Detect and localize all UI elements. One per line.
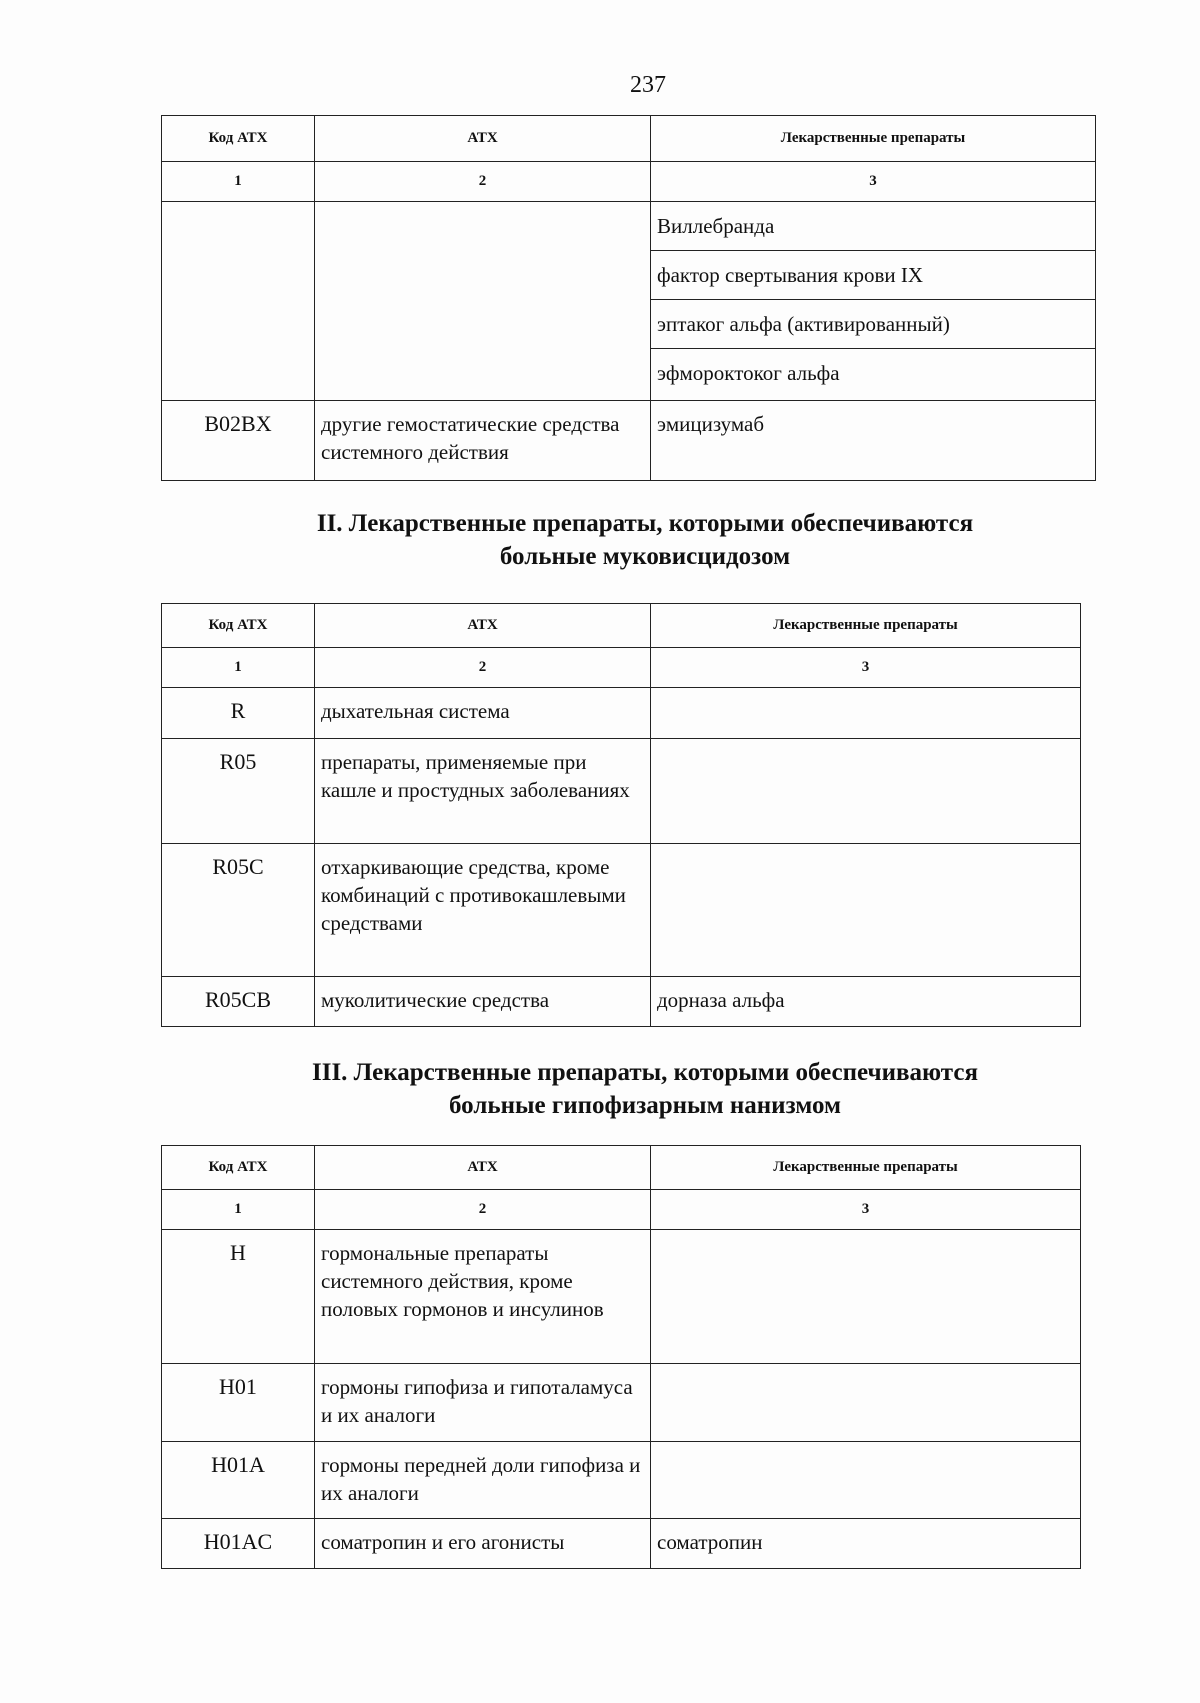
- drug-name: дорназа альфа: [651, 977, 1081, 1027]
- header-drugs: Лекарственные препараты: [651, 116, 1096, 162]
- header-code: Код АТХ: [162, 604, 315, 648]
- section-title-2: II. Лекарственные препараты, которыми обеспечиваются больные муковисцидозом: [316, 510, 974, 570]
- atx-code: R05CB: [162, 977, 315, 1027]
- drug-name: эмицизумаб: [651, 401, 1096, 481]
- atx-description: муколитические средства: [315, 977, 651, 1027]
- table-row: [162, 739, 1081, 844]
- drug-name: соматропин: [651, 1519, 1081, 1569]
- atx-code: H01AC: [162, 1519, 315, 1569]
- table-row: [162, 977, 1081, 1027]
- drug-name: [651, 739, 1081, 844]
- drug-name: [651, 844, 1081, 977]
- header-number-2: 2: [315, 162, 651, 202]
- header-number-1: 1: [162, 648, 315, 688]
- header-number-1: 1: [162, 1190, 315, 1230]
- atx-description: гормоны гипофиза и гипоталамуса и их аналоги: [315, 1364, 651, 1442]
- atx-description: гормоны передней доли гипофиза и их аналоги: [315, 1442, 651, 1519]
- drug-name: [651, 688, 1081, 739]
- header-atx: АТХ: [315, 116, 651, 162]
- table-row: [162, 1230, 1081, 1364]
- atx-code: B02BX: [162, 401, 315, 481]
- table-row: [162, 844, 1081, 977]
- table-row: [162, 1364, 1081, 1442]
- drug-name: [651, 1230, 1081, 1364]
- header-number-2: 2: [315, 1190, 651, 1230]
- header-number-3: 3: [651, 648, 1081, 688]
- drug-item: эфмороктоког альфа: [657, 361, 840, 385]
- atx-description: соматропин и его агонисты: [315, 1519, 651, 1569]
- header-number-1: 1: [162, 162, 315, 202]
- table-row: [162, 1442, 1081, 1519]
- header-atx: АТХ: [315, 1146, 651, 1190]
- atx-code: H01A: [162, 1442, 315, 1519]
- header-code: Код АТХ: [162, 1146, 315, 1190]
- table-cell-empty: [315, 202, 651, 401]
- table-cell-empty: [162, 202, 315, 401]
- drug-item: эптаког альфа (активированный): [651, 300, 1095, 349]
- atx-description: препараты, применяемые при кашле и простудных заболеваниях: [315, 739, 651, 844]
- header-code: Код АТХ: [162, 116, 315, 162]
- drug-name: [651, 1442, 1081, 1519]
- atx-description: дыхательная система: [315, 688, 651, 739]
- section-title-3: III. Лекарственные препараты, которыми обеспечиваются больные гипофизарным нанизмом: [311, 1059, 978, 1119]
- atx-description: гормональные препараты системного действия, кроме половых гормонов и инсулинов: [315, 1230, 651, 1364]
- header-number-3: 3: [651, 162, 1096, 202]
- continued-drugs-cell: [651, 202, 1096, 401]
- atx-code: R: [162, 688, 315, 739]
- atx-code: H01: [162, 1364, 315, 1442]
- header-drugs: Лекарственные препараты: [651, 604, 1081, 648]
- header-drugs: Лекарственные препараты: [651, 1146, 1081, 1190]
- page-number: 237: [630, 72, 666, 98]
- atx-code: R05: [162, 739, 315, 844]
- atx-description: другие гемостатические средства системного действия: [315, 401, 651, 481]
- drug-item: Виллебранда: [651, 202, 1095, 251]
- atx-code: H: [162, 1230, 315, 1364]
- table-continued: [161, 115, 1096, 481]
- table-row: [162, 401, 1096, 481]
- header-number-2: 2: [315, 648, 651, 688]
- atx-description: отхаркивающие средства, кроме комбинаций с противокашлевыми средствами: [315, 844, 651, 977]
- drug-item: фактор свертывания крови IX: [651, 251, 1095, 300]
- table-row: [162, 1519, 1081, 1569]
- header-number-3: 3: [651, 1190, 1081, 1230]
- table-row: [162, 688, 1081, 739]
- table-cystic-fibrosis: [161, 603, 1081, 1027]
- table-pituitary-nanism: [161, 1145, 1081, 1569]
- drug-name: [651, 1364, 1081, 1442]
- atx-code: R05C: [162, 844, 315, 977]
- header-atx: АТХ: [315, 604, 651, 648]
